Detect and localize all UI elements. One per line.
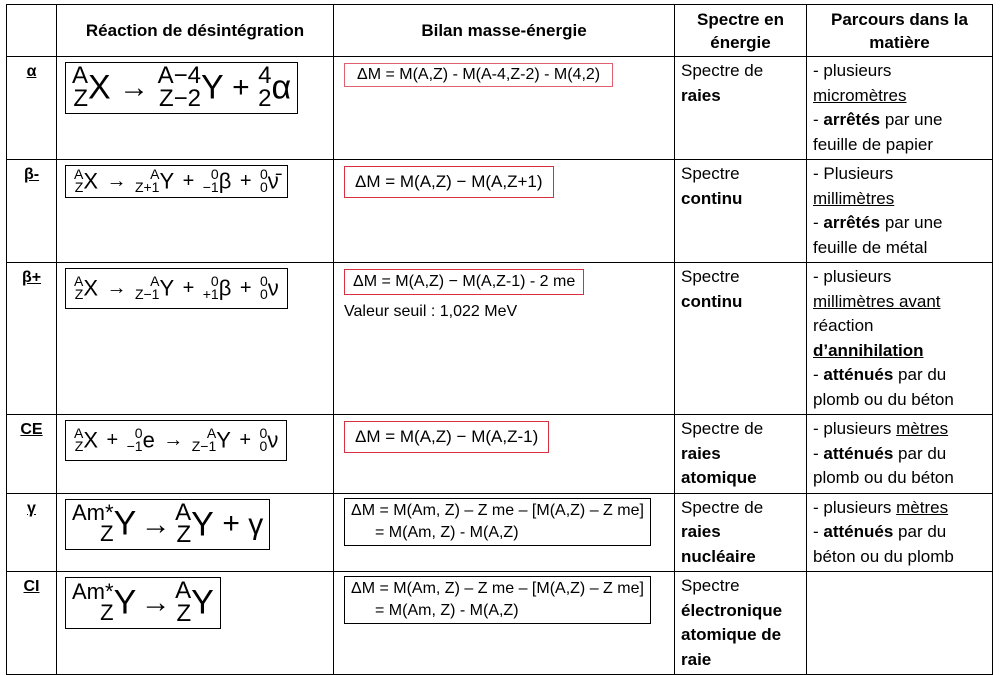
bilan-alpha: ΔM = M(A,Z) - M(A-4,Z-2) - M(4,2)	[344, 63, 613, 87]
spectre-cell: Spectre de raies atomique	[675, 415, 807, 494]
reaction-alpha-equation: A Z X → A−4 Z−2 Y + 4 2 α	[65, 62, 298, 114]
spectre-cell: Spectre de raies nucléaire	[675, 493, 807, 572]
row-label-ci: CI	[7, 572, 57, 675]
reaction-cell	[57, 160, 334, 263]
bilan-ci: ΔM = M(Am, Z) – Z me – [M(A,Z) – Z me] = M(Am, Z) - M(A,Z)	[344, 576, 651, 624]
table-row	[7, 160, 993, 263]
row-label-beta-minus: β-	[7, 160, 57, 263]
header-empty	[7, 5, 57, 57]
header-parcours: Parcours dans la matière	[807, 5, 993, 57]
decay-table	[6, 4, 993, 675]
bilan-cell	[334, 263, 675, 415]
reaction-cell	[57, 263, 334, 415]
reaction-ci-equation: Am* Z Y → A Z Y	[65, 577, 221, 629]
bilan-cell	[334, 160, 675, 263]
reaction-cell	[57, 415, 334, 494]
spectre-cell: Spectre continu	[675, 263, 807, 415]
reaction-cell	[57, 57, 334, 160]
header-row	[7, 5, 993, 57]
header-spectre: Spectre en énergie	[675, 5, 807, 57]
spectre-cell: Spectre de raies	[675, 57, 807, 160]
table-row	[7, 572, 993, 675]
bilan-cell	[334, 572, 675, 675]
row-label-gamma: γ	[7, 493, 57, 572]
parcours-cell: - Plusieurs millimètres - arrêtés par une feuille de métal	[807, 160, 993, 263]
spectre-cell: Spectre électronique atomique de raie	[675, 572, 807, 675]
bilan-ce: ΔM = M(A,Z) − M(A,Z-1)	[344, 421, 549, 453]
row-label-alpha: α	[7, 57, 57, 160]
header-reaction: Réaction de désintégration	[57, 5, 334, 57]
reaction-beta-plus-equation: A Z X → A Z−1 Y + 0 +1 β + 0 0 ν	[65, 268, 288, 309]
parcours-cell: - plusieurs millimètres avant réaction d’annihilation - atténués par du plomb ou du béton	[807, 263, 993, 415]
header-bilan: Bilan masse-énergie	[334, 5, 675, 57]
bilan-gamma: ΔM = M(Am, Z) – Z me – [M(A,Z) – Z me] = M(Am, Z) - M(A,Z)	[344, 498, 651, 546]
reaction-ce-equation: A Z X + 0 −1 e → A Z−1 Y + 0 0 ν	[65, 420, 287, 461]
parcours-cell: - plusieurs mètres - atténués par du plomb ou du béton	[807, 415, 993, 494]
row-label-beta-plus: β+	[7, 263, 57, 415]
bilan-cell	[334, 493, 675, 572]
seuil-value: Valeur seuil : 1,022 MeV	[344, 303, 518, 320]
row-label-ce: CE	[7, 415, 57, 494]
bilan-beta-plus: ΔM = M(A,Z) − M(A,Z-1) - 2 me	[344, 269, 584, 295]
reaction-beta-minus-equation: A Z X → A Z+1 Y + 0 −1 β + 0 0 ν̄	[65, 165, 288, 198]
table-row	[7, 263, 993, 415]
parcours-cell: - plusieurs mètres - atténués par du béton ou du plomb	[807, 493, 993, 572]
table-row	[7, 415, 993, 494]
bilan-cell	[334, 57, 675, 160]
reaction-gamma-equation: Am* Z Y → A Z Y + γ	[65, 499, 270, 551]
reaction-cell	[57, 572, 334, 675]
table-row	[7, 493, 993, 572]
parcours-cell-empty	[807, 572, 993, 675]
reaction-cell	[57, 493, 334, 572]
parcours-cell: - plusieurs micromètres - arrêtés par une feuille de papier	[807, 57, 993, 160]
bilan-beta-minus: ΔM = M(A,Z) − M(A,Z+1)	[344, 166, 554, 198]
spectre-cell: Spectre continu	[675, 160, 807, 263]
table-row	[7, 57, 993, 160]
bilan-cell	[334, 415, 675, 494]
